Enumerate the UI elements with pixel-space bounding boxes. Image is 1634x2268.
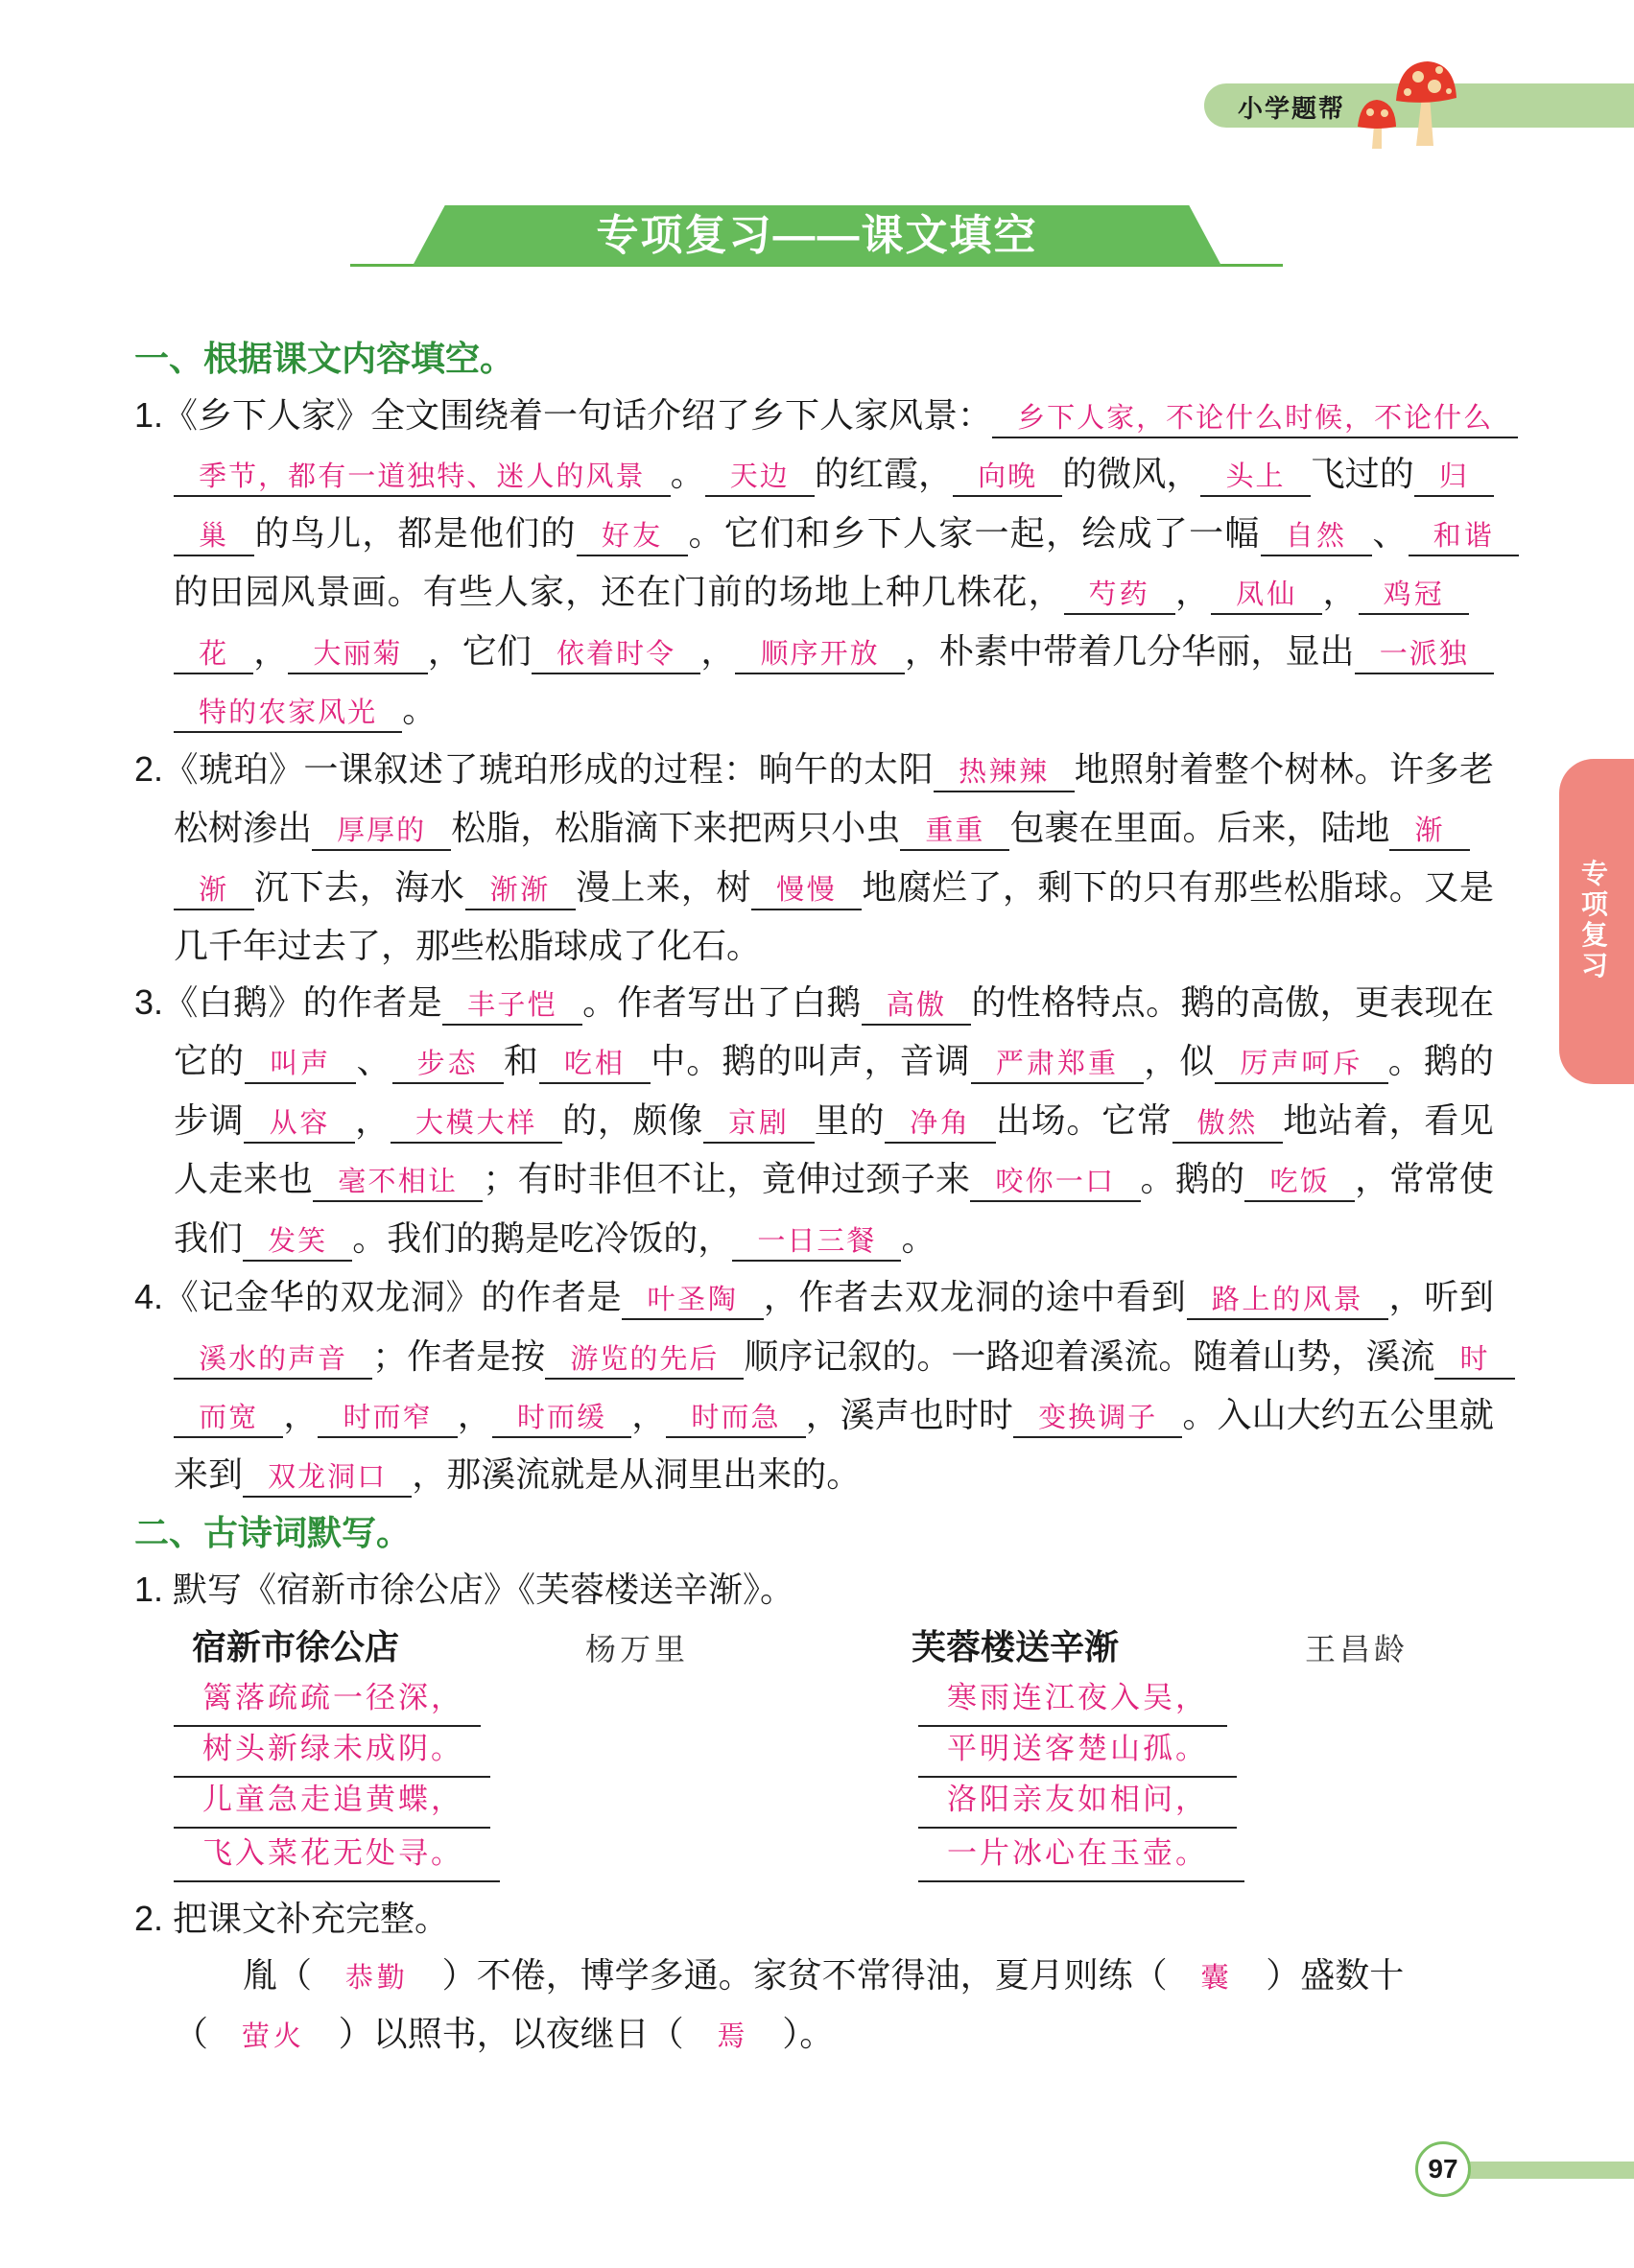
question-text: 的田园风景画。有些人家，还在门前的场地上种几株花，	[174, 572, 1064, 611]
question-text: 顺序记叙的。一路迎着溪流。随着山势，溪流	[744, 1335, 1435, 1376]
question-text: 。	[670, 454, 705, 493]
question-text: 出场。它常	[995, 1099, 1172, 1140]
question-text: 。作者写出了白鹅	[582, 981, 862, 1022]
answer-blank: 自然	[1261, 521, 1373, 556]
answer-blank: 京剧	[703, 1108, 815, 1144]
answer-blank: 溪水的声音	[174, 1344, 372, 1380]
question-text: ，它们	[427, 630, 532, 671]
page-number-bar	[1458, 2162, 1634, 2179]
question-text: 。鹅的步调	[174, 1041, 1494, 1140]
question-text: 、	[356, 1041, 392, 1080]
question-text: 。	[901, 1217, 936, 1258]
side-tab-label: 专项复习	[1580, 859, 1608, 980]
answer-blank: 萤火	[241, 2021, 305, 2052]
question-text: ，	[355, 1099, 391, 1140]
question-text: ，	[283, 1395, 319, 1434]
question-item	[134, 1269, 1494, 1505]
passage-text: ）不倦，博学多通。家贫不常得油，夏月则练（	[441, 1954, 1168, 1995]
question-text: 地照射着整个树林。许多老松树渗出	[174, 748, 1494, 847]
question-item	[134, 975, 1494, 1270]
question-text: 《白鹅》的作者是	[163, 981, 442, 1022]
passage-text: ）。	[782, 2014, 835, 2053]
question-number: 4.	[134, 1277, 164, 1316]
question-text: 《琥珀》一课叙述了琥珀形成的过程：晌午的太阳	[163, 748, 935, 789]
answer-blank: 高傲	[862, 990, 972, 1026]
question-text: 、	[1372, 512, 1409, 553]
question-text: 的红霞，	[814, 454, 954, 493]
answer-blank: 时而急	[666, 1403, 805, 1438]
answer-blank: 严肃郑重	[971, 1049, 1144, 1084]
question-text: 地站着，看见人走来也	[174, 1099, 1494, 1198]
answer-blank: 好友	[577, 521, 689, 556]
question-text: 《乡下人家》全文围绕着一句话介绍了乡下人家风景：	[163, 394, 993, 435]
answer-blank: 乡下人家，不论什么时候，不论什么季节，都有一道独特、迷人的风景	[174, 403, 1518, 498]
question-number: 2.	[134, 748, 164, 789]
passage-text: 胤（	[243, 1954, 313, 1995]
answer-blank: 囊	[1200, 1962, 1233, 1994]
answer-blank: 发笑	[243, 1226, 352, 1262]
brand-label: 小学题帮	[1238, 94, 1346, 123]
answer-blank: 傲然	[1172, 1108, 1284, 1144]
question-text: 。我们的鹅是吃冷饭的，	[352, 1217, 733, 1258]
answer-blank: 净角	[885, 1108, 996, 1144]
question-text: 。鹅的	[1140, 1159, 1245, 1198]
question-text: 的微风，	[1062, 454, 1201, 493]
question-text: 漫上来，树	[575, 866, 752, 907]
answer-blank: 重重	[900, 815, 1009, 851]
question-text: ，朴素中带着几分华丽，显出	[904, 630, 1355, 671]
question-text: 。它们和乡下人家一起，绘成了一幅	[688, 512, 1261, 553]
answer-blank: 归巢	[174, 461, 1494, 556]
answer-blank: 吃饭	[1244, 1167, 1355, 1202]
passage	[134, 1948, 1494, 2066]
poem-line: 飞入菜花无处寻。	[174, 1831, 500, 1882]
answer-blank: 鸡冠花	[174, 579, 1469, 674]
page-number: 97	[1415, 2141, 1471, 2197]
poem-title: 芙蓉楼送辛渐	[912, 1627, 1120, 1666]
answer-blank: 芍药	[1064, 579, 1175, 615]
answer-blank: 时而窄	[318, 1403, 457, 1438]
answer-blank: 焉	[717, 2021, 749, 2052]
question-text: ，	[631, 1395, 667, 1434]
question-text: ，听到	[1388, 1277, 1494, 1316]
answer-blank: 厚厚的	[312, 815, 451, 851]
answer-blank: 步态	[392, 1049, 504, 1084]
question-text: 《记金华的双龙洞》的作者是	[163, 1277, 623, 1316]
poem-line: 儿童急走追黄蝶，	[174, 1777, 490, 1829]
section1-heading: 一、根据课文内容填空。	[134, 339, 515, 378]
answer-blank: 毫不相让	[313, 1167, 483, 1202]
answer-blank: 渐渐	[174, 815, 1470, 910]
poem-author: 杨万里	[585, 1632, 690, 1666]
question-text: ，	[1174, 572, 1212, 611]
answer-blank: 丰子恺	[442, 990, 582, 1026]
question-text: 的性格特点。鹅的高傲，更表现在它的	[174, 981, 1494, 1080]
answer-blank: 一派独特的农家风光	[174, 639, 1494, 734]
answer-blank: 游览的先后	[545, 1344, 744, 1380]
poems	[134, 1618, 1494, 1891]
poem-line: 寒雨连江夜入吴，	[918, 1675, 1227, 1727]
question-text: ，作者去双龙洞的途中看到	[763, 1277, 1187, 1316]
question-text: 包裹在里面。后来，陆地	[1009, 808, 1390, 847]
answer-blank: 大丽菊	[288, 639, 427, 674]
question-item	[134, 742, 1494, 975]
answer-blank: 一日三餐	[732, 1226, 901, 1262]
poem-line: 洛阳亲友如相问，	[918, 1777, 1237, 1829]
answer-blank: 双龙洞口	[243, 1462, 412, 1498]
poem-author: 王昌龄	[1305, 1632, 1409, 1666]
question-text: ，似	[1144, 1041, 1216, 1080]
poem-line: 一片冰心在玉壶。	[918, 1831, 1244, 1882]
question-text: ；有时非但不让，竟伸过颈子来	[483, 1159, 971, 1198]
answer-blank: 咬你一口	[970, 1167, 1140, 1202]
answer-blank: 热辣辣	[934, 757, 1075, 792]
question-text: ，常常使我们	[174, 1159, 1494, 1258]
question-poem-dictation: 1. 默写《宿新市徐公店》《芙蓉楼送辛渐》。	[134, 1569, 795, 1609]
question-item	[134, 388, 1494, 742]
worksheet-content	[134, 331, 1494, 2066]
question-text: 。	[402, 690, 438, 729]
question-text: 中。鹅的叫声，音调	[651, 1041, 971, 1080]
question-text: 里的	[814, 1099, 886, 1140]
question-text: ，那溪流就是从洞里出来的。	[412, 1453, 862, 1494]
poem-line: 平明送客楚山孤。	[918, 1726, 1237, 1778]
poem-line: 树头新绿未成阴。	[174, 1726, 490, 1778]
question-text: ，	[253, 630, 289, 671]
answer-blank: 时而宽	[174, 1344, 1515, 1439]
poem-line: 篱落疏疏一径深，	[174, 1675, 481, 1727]
answer-blank: 凤仙	[1211, 579, 1322, 615]
section2-heading: 二、古诗词默写。	[134, 1513, 412, 1552]
section1-items	[134, 388, 1494, 1506]
mushroom-icon	[1353, 58, 1468, 149]
question-text: ，	[457, 1395, 492, 1434]
page-title: 专项复习——课文填空	[596, 212, 1038, 259]
question-text: 的鸟儿，都是他们的	[254, 512, 577, 553]
answer-blank: 大模大样	[391, 1108, 562, 1144]
question-text: ，	[1322, 572, 1359, 611]
answer-blank: 依着时令	[532, 639, 700, 674]
question-text: 松脂，松脂滴下来把两只小虫	[451, 808, 901, 847]
passage-text: ）盛数十（	[174, 1954, 1405, 2053]
answer-blank: 从容	[244, 1108, 355, 1144]
question-text: 沉下去，海水	[253, 866, 465, 907]
answer-blank: 叶圣陶	[622, 1285, 763, 1320]
answer-blank: 吃相	[539, 1049, 651, 1084]
answer-blank: 渐渐	[465, 875, 576, 910]
question-complete-text: 2. 把课文补充完整。	[134, 1899, 450, 1938]
question-text: ，溪声也时时	[805, 1395, 1013, 1434]
answer-blank: 路上的风景	[1187, 1285, 1389, 1320]
question-text: ，	[700, 630, 736, 671]
poem-title: 宿新市徐公店	[192, 1627, 400, 1666]
question-number: 1.	[134, 394, 164, 435]
answer-blank: 头上	[1200, 461, 1310, 497]
question-text: ；作者是按	[372, 1335, 546, 1376]
answer-blank: 顺序开放	[735, 639, 904, 674]
question-text: 飞过的	[1310, 454, 1414, 493]
answer-blank: 慢慢	[751, 875, 862, 910]
answer-blank: 向晚	[953, 461, 1062, 497]
answer-blank: 天边	[705, 461, 815, 497]
question-text: 地腐烂了，剩下的只有那些松脂球。又是几千年过去了，那些松脂球成了化石。	[174, 866, 1494, 965]
answer-blank: 时而缓	[492, 1403, 631, 1438]
answer-blank: 和谐	[1409, 521, 1519, 556]
passage-text: ）以照书，以夜继日（	[338, 2014, 684, 2053]
question-number: 3.	[134, 981, 164, 1022]
question-text: 。入山大约五公里就来到	[174, 1395, 1494, 1494]
question-text: 的，颇像	[562, 1099, 704, 1140]
answer-blank: 变换调子	[1013, 1403, 1182, 1438]
answer-blank: 厉声呵斥	[1215, 1049, 1387, 1084]
answer-blank: 恭勤	[344, 1962, 409, 1994]
question-text: 和	[503, 1041, 539, 1080]
answer-blank: 叫声	[245, 1049, 356, 1084]
